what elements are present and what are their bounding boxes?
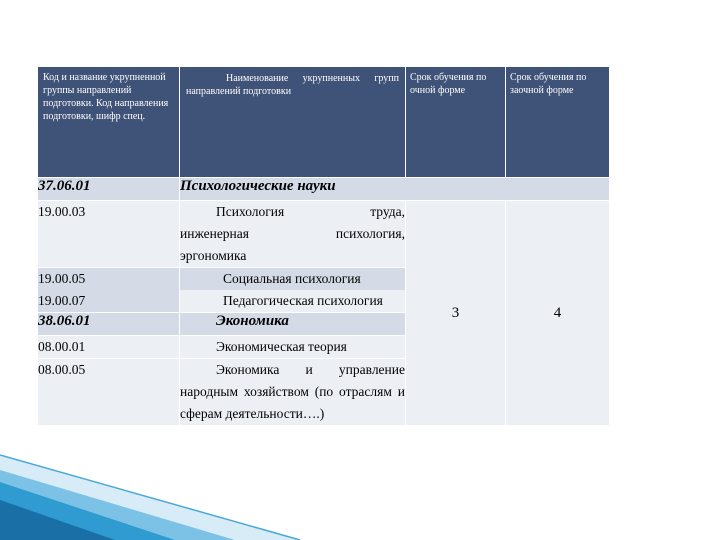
program-code: 19.00.03: [38, 201, 180, 268]
group-name: Экономика: [180, 313, 406, 336]
header-part-time-term: Срок обучения по заочной форме: [506, 67, 610, 178]
program-name: Экономика и управление народным хозяйством (по отраслям и сферам деятельности….): [180, 359, 406, 426]
program-name: Экономическая теория: [180, 336, 406, 359]
part-time-term: 4: [506, 201, 610, 426]
header-code: Код и название укрупненной группы направлений подготовки. Код направления подготовки, шифр спец.: [38, 67, 180, 178]
programs-table: [37, 66, 610, 426]
program-names: Социальная психология Педагогическая психология: [180, 268, 406, 313]
header-group-name: Наименование укрупненных групп направлений подготовки: [180, 67, 406, 178]
group-row: [38, 178, 610, 201]
full-time-term: 3: [406, 201, 506, 426]
group-name: Психологические науки: [180, 178, 610, 201]
group-code: 37.06.01: [38, 178, 180, 201]
program-name: Психология труда, инженерная психология, эргономика: [180, 201, 406, 268]
group-code: 38.06.01: [38, 313, 180, 336]
program-code: 08.00.05: [38, 359, 180, 426]
program-code: 08.00.01: [38, 336, 180, 359]
table-header-row: [38, 67, 610, 178]
header-full-time-term: Срок обучения по очной форме: [406, 67, 506, 178]
program-code: 19.00.05 19.00.07: [38, 268, 180, 313]
table-row: [38, 201, 610, 268]
